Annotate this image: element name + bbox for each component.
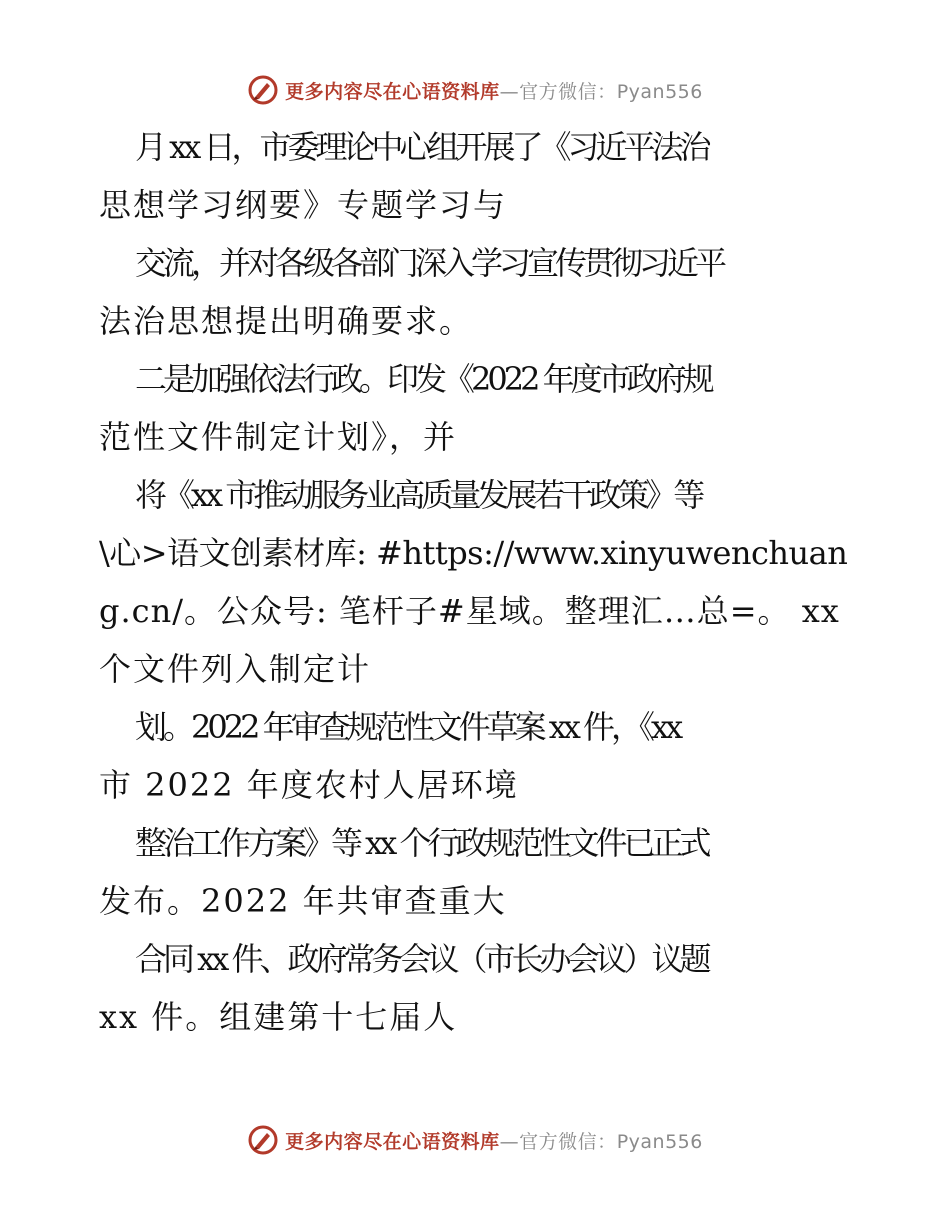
logo-icon — [247, 74, 279, 106]
text-line: 整治工作方案》等 xx 个行政规范性文件已正式 — [135, 824, 708, 862]
text-line: g.cn/。公众号: 笔杆子#星域。整理汇…总=。 xx — [99, 592, 840, 630]
text-line: 月 xx 日，市委理论中心组开展了《习近平法治 — [135, 128, 708, 166]
banner-main-text: 更多内容尽在心语资料库 — [285, 80, 500, 103]
banner-dash: — — [499, 80, 520, 103]
text-line: 思想学习纲要》专题学习与 — [99, 186, 508, 224]
text-line: 划。2022 年审查规范性文件草案 xx 件，《xx — [135, 708, 680, 746]
text-line: 二是加强依法行政。印发《2022 年度市政府规 — [135, 360, 711, 398]
document-body — [99, 118, 851, 1046]
banner-main-text: 更多内容尽在心语资料库 — [285, 1130, 500, 1153]
text-line: 范性文件制定计划》，并 — [99, 418, 458, 456]
text-line: 交流，并对各级各部门深入学习宣传贯彻习近平 — [135, 244, 724, 282]
text-line: \心>语文创素材库: #https://www.xinyuwenchuan — [99, 534, 848, 572]
footer-banner — [0, 1122, 950, 1158]
text-line: xx 件。组建第十七届人 — [99, 998, 458, 1036]
header-banner — [0, 72, 950, 108]
text-line: 法治思想提出明确要求。 — [99, 302, 474, 340]
text-line: 合同 xx 件、政府常务会议（市长办会议）议题 — [135, 940, 708, 978]
text-line: 发布。2022 年共审查重大 — [99, 882, 507, 920]
banner-wechat-label: 官方微信： — [519, 1130, 617, 1153]
banner-dash: — — [499, 1130, 520, 1153]
banner-wechat-id: Pyan556 — [616, 80, 703, 103]
logo-icon — [247, 1124, 279, 1156]
banner-text — [285, 77, 703, 104]
text-line: 将《xx 市推动服务业高质量发展若干政策》等 — [135, 476, 702, 514]
banner-wechat-label: 官方微信： — [519, 80, 617, 103]
banner-wechat-id: Pyan556 — [616, 1130, 703, 1153]
banner-text — [285, 1127, 703, 1154]
text-line: 个文件列入制定计 — [99, 650, 372, 688]
text-line: 市 2022 年度农村人居环境 — [99, 766, 519, 804]
